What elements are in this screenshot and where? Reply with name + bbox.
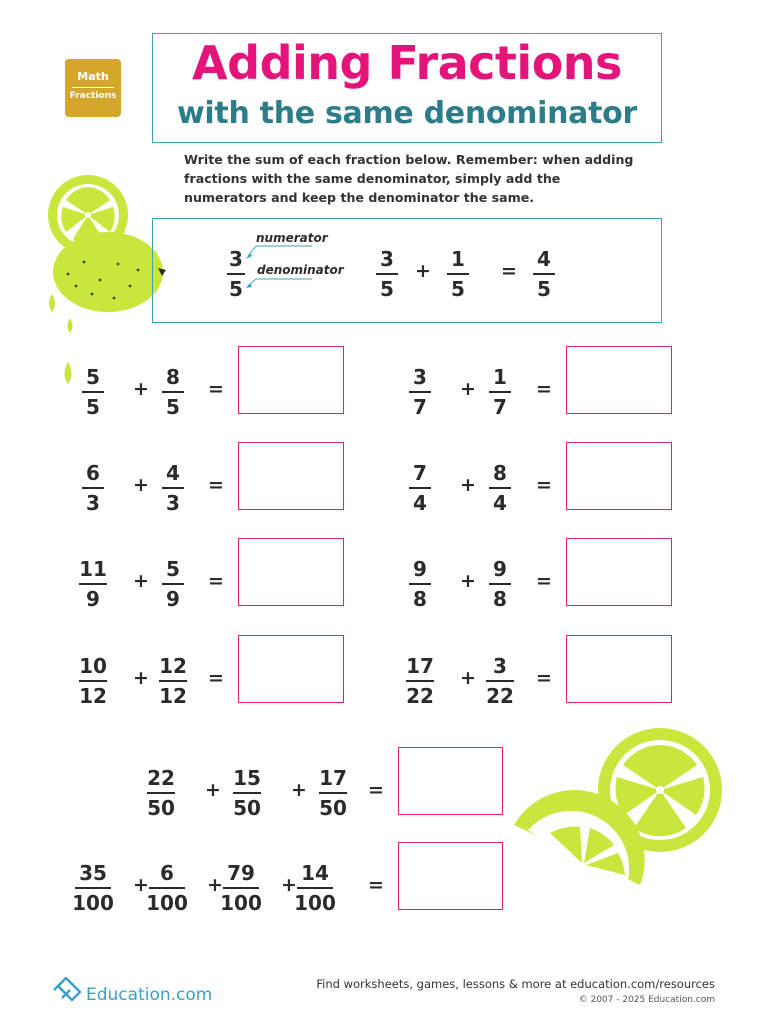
badge-divider	[72, 87, 114, 88]
fraction-bar	[486, 680, 514, 682]
fraction-numerator: 6	[86, 461, 100, 485]
fraction-denominator: 4	[493, 490, 507, 515]
equals-sign: =	[536, 474, 552, 496]
problem-2-fraction-1	[390, 365, 450, 419]
equals-sign: =	[208, 667, 224, 689]
plus-sign: +	[460, 378, 476, 400]
fraction-denominator: 12	[79, 683, 107, 708]
plus-sign: +	[205, 779, 221, 801]
fraction-numerator: 79	[227, 861, 255, 885]
problem-5-fraction-1	[63, 557, 123, 611]
badge-subject: Math	[77, 70, 109, 83]
problem-7-fraction-1	[63, 654, 123, 708]
education-logo-icon	[52, 972, 84, 1004]
fraction-denominator: 12	[159, 683, 187, 708]
fraction-numerator: 3	[229, 247, 243, 271]
fraction-denominator: 3	[166, 490, 180, 515]
fraction-bar	[297, 887, 333, 889]
fraction-numerator: 22	[147, 766, 175, 790]
answer-box[interactable]	[238, 346, 344, 414]
problem-8-fraction-1	[390, 654, 450, 708]
problem-9-fraction-3	[303, 766, 363, 820]
instructions: Write the sum of each fraction below. Remember: when adding fractions with the same denominator, simply add the numerators and keep the denominator the same.	[184, 152, 634, 205]
fraction-numerator: 9	[493, 557, 507, 581]
example-result-fraction	[514, 247, 574, 301]
answer-box[interactable]	[566, 635, 672, 703]
fraction-denominator: 5	[451, 276, 465, 301]
fraction-bar	[162, 391, 184, 393]
fraction-denominator: 4	[413, 490, 427, 515]
fraction-denominator: 100	[72, 890, 114, 915]
lime-decoration-right	[510, 715, 730, 905]
problem-8-fraction-2	[470, 654, 530, 708]
fraction-denominator: 50	[319, 795, 347, 820]
problem-6-fraction-1	[390, 557, 450, 611]
fraction-denominator: 5	[537, 276, 551, 301]
problem-10-fraction-4	[285, 861, 345, 915]
numerator-label: numerator	[256, 231, 328, 245]
answer-box[interactable]	[566, 442, 672, 510]
problem-4-fraction-2	[470, 461, 530, 515]
fraction-bar	[79, 583, 107, 585]
problem-7-fraction-2	[143, 654, 203, 708]
equals-sign: =	[208, 570, 224, 592]
equals-sign: =	[536, 570, 552, 592]
fraction-denominator: 3	[86, 490, 100, 515]
fraction-numerator: 3	[380, 247, 394, 271]
fraction-numerator: 3	[413, 365, 427, 389]
equals-sign: =	[208, 474, 224, 496]
plus-sign: +	[133, 570, 149, 592]
subject-badge	[65, 59, 121, 117]
problem-6-fraction-2	[470, 557, 530, 611]
problem-10-fraction-1	[63, 861, 123, 915]
fraction-numerator: 4	[537, 247, 551, 271]
fraction-bar	[82, 487, 104, 489]
plus-sign: +	[133, 667, 149, 689]
fraction-denominator: 22	[486, 683, 514, 708]
fraction-bar	[162, 487, 184, 489]
fraction-denominator: 50	[147, 795, 175, 820]
fraction-bar	[489, 391, 511, 393]
badge-topic: Fractions	[69, 91, 117, 101]
fraction-numerator: 12	[159, 654, 187, 678]
equals-sign: =	[208, 378, 224, 400]
equals-sign: =	[536, 667, 552, 689]
fraction-bar	[79, 680, 107, 682]
example-fraction-b	[428, 247, 488, 301]
problem-1-fraction-1	[63, 365, 123, 419]
page-subtitle: with the same denominator	[177, 96, 637, 131]
fraction-bar	[233, 792, 261, 794]
plus-sign: +	[460, 570, 476, 592]
fraction-bar	[159, 680, 187, 682]
plus-sign: +	[133, 474, 149, 496]
plus-sign: +	[207, 874, 223, 896]
fraction-bar	[406, 680, 434, 682]
plus-sign: +	[133, 378, 149, 400]
fraction-bar	[82, 391, 104, 393]
problem-2-fraction-2	[470, 365, 530, 419]
problem-3-fraction-2	[143, 461, 203, 515]
fraction-denominator: 8	[413, 586, 427, 611]
fraction-denominator: 50	[233, 795, 261, 820]
fraction-bar	[409, 391, 431, 393]
plus-sign: +	[460, 474, 476, 496]
fraction-numerator: 10	[79, 654, 107, 678]
fraction-bar	[75, 887, 111, 889]
fraction-denominator: 5	[166, 394, 180, 419]
fraction-numerator: 17	[319, 766, 347, 790]
plus-sign: +	[281, 874, 297, 896]
answer-box[interactable]	[398, 842, 503, 910]
fraction-denominator: 5	[229, 276, 243, 301]
fraction-bar	[162, 583, 184, 585]
fraction-numerator: 14	[301, 861, 329, 885]
fraction-bar	[489, 583, 511, 585]
fraction-denominator: 5	[380, 276, 394, 301]
fraction-denominator: 100	[146, 890, 188, 915]
equals-sign: =	[368, 779, 384, 801]
equals-sign: =	[368, 874, 384, 896]
problem-10-fraction-3	[211, 861, 271, 915]
problem-1-fraction-2	[143, 365, 203, 419]
fraction-numerator: 1	[451, 247, 465, 271]
fraction-numerator: 8	[493, 461, 507, 485]
fraction-bar	[409, 583, 431, 585]
fraction-bar	[489, 487, 511, 489]
fraction-denominator: 100	[220, 890, 262, 915]
equals-sign: =	[536, 378, 552, 400]
fraction-numerator: 4	[166, 461, 180, 485]
fraction-numerator: 7	[413, 461, 427, 485]
problem-3-fraction-1	[63, 461, 123, 515]
fraction-denominator: 8	[493, 586, 507, 611]
fraction-numerator: 1	[493, 365, 507, 389]
fraction-denominator: 5	[86, 394, 100, 419]
problem-4-fraction-1	[390, 461, 450, 515]
fraction-numerator: 17	[406, 654, 434, 678]
lime-icon	[53, 232, 166, 312]
answer-box[interactable]	[398, 747, 503, 815]
answer-box[interactable]	[238, 635, 344, 703]
plus-sign: +	[133, 874, 149, 896]
answer-box[interactable]	[566, 346, 672, 414]
fraction-bar	[409, 487, 431, 489]
denominator-label: denominator	[257, 263, 344, 277]
problem-9-fraction-2	[217, 766, 277, 820]
answer-box[interactable]	[238, 442, 344, 510]
fraction-denominator: 7	[413, 394, 427, 419]
fraction-numerator: 5	[86, 365, 100, 389]
example-fraction-a	[357, 247, 417, 301]
fraction-numerator: 3	[493, 654, 507, 678]
fraction-numerator: 8	[166, 365, 180, 389]
page-title: Adding Fractions	[192, 36, 622, 90]
fraction-denominator: 7	[493, 394, 507, 419]
fraction-bar	[223, 887, 259, 889]
fraction-denominator: 9	[86, 586, 100, 611]
fraction-numerator: 6	[160, 861, 174, 885]
fraction-denominator: 9	[166, 586, 180, 611]
fraction-bar	[149, 887, 185, 889]
plus-sign: +	[460, 667, 476, 689]
education-brand[interactable]: Education.com	[86, 985, 213, 1005]
fraction-denominator: 100	[294, 890, 336, 915]
copyright: © 2007 - 2025 Education.com	[578, 995, 715, 1005]
fraction-bar	[319, 792, 347, 794]
fraction-bar	[147, 792, 175, 794]
fraction-numerator: 15	[233, 766, 261, 790]
fraction-denominator: 22	[406, 683, 434, 708]
plus-sign: +	[415, 260, 431, 282]
fraction-numerator: 35	[79, 861, 107, 885]
problem-10-fraction-2	[137, 861, 197, 915]
answer-box[interactable]	[566, 538, 672, 606]
equals-sign: =	[501, 260, 517, 282]
problem-9-fraction-1	[131, 766, 191, 820]
plus-sign: +	[291, 779, 307, 801]
fraction-numerator: 11	[79, 557, 107, 581]
problem-5-fraction-2	[143, 557, 203, 611]
fraction-numerator: 5	[166, 557, 180, 581]
answer-box[interactable]	[238, 538, 344, 606]
fraction-numerator: 9	[413, 557, 427, 581]
footer-text: Find worksheets, games, lessons & more at education.com/resources	[316, 977, 715, 991]
